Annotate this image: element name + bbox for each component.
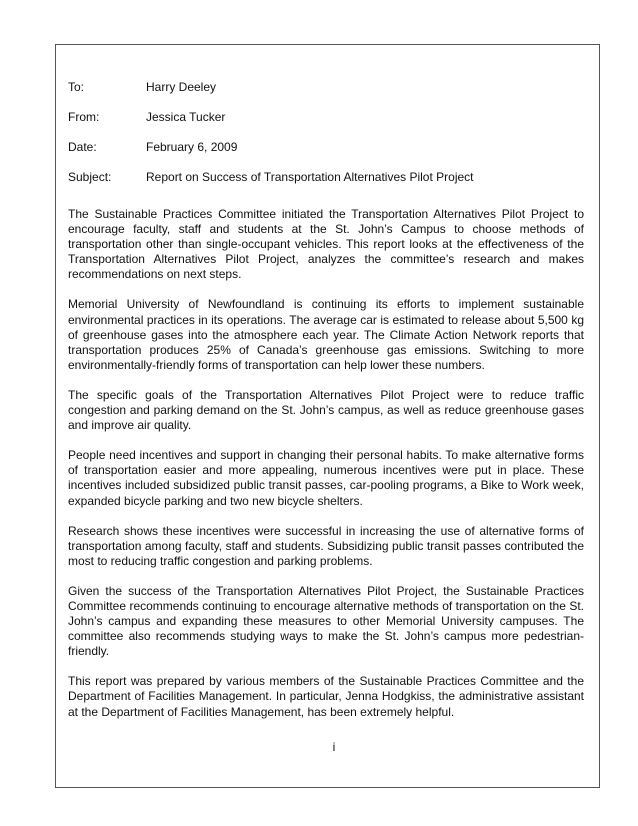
memo-date-value: February 6, 2009 xyxy=(146,140,238,154)
memo-to-label: To: xyxy=(68,80,85,94)
paragraph-background: Memorial University of Newfoundland is continuing its efforts to implement sustainable environmental practices in its operations. The average car is estimated to release about 5,500 kg of greenhouse gases into the atmosphere each year. The Climate Action Network reports that transportation produces 25% of Canada’s greenhouse gas emissions. Switching to more environmentally-friendly forms of transportation can help lower these numbers. xyxy=(68,297,584,372)
memo-date-row xyxy=(68,140,598,155)
memo-date-label: Date: xyxy=(68,140,97,154)
memo-header xyxy=(68,80,598,185)
paragraph-acknowledgements: This report was prepared by various members of the Sustainable Practices Committee and the Department of Facilities Management. In particular, Jenna Hodgkiss, the administrative assistant at the Department of Facilities Management, has been extremely helpful. xyxy=(68,674,584,719)
memo-to-value: Harry Deeley xyxy=(146,80,217,94)
memo-from-value: Jessica Tucker xyxy=(146,110,226,124)
memo-from-label: From: xyxy=(68,110,100,124)
paragraph-research: Research shows these incentives were successful in increasing the use of alternative forms of transportation among faculty, staff and students. Subsidizing public transit passes contributed the most to reducing traffic congestion and parking problems. xyxy=(68,523,584,568)
paragraph-incentives: People need incentives and support in changing their personal habits. To make alternative forms of transportation easier and more appealing, numerous incentives were put in place. These incentives included subsidized public transit passes, car-pooling programs, a Bike to Work week, expanded bicycle parking and two new bicycle shelters. xyxy=(68,448,584,508)
memo-subject-row xyxy=(68,170,598,185)
page-number: i xyxy=(332,740,336,754)
memo-to-row xyxy=(68,80,598,95)
memo-subject-value: Report on Success of Transportation Alternatives Pilot Project xyxy=(146,170,474,184)
paragraph-introduction: The Sustainable Practices Committee initiated the Transportation Alternatives Pilot Project to encourage faculty, staff and students at the St. John’s Campus to choose methods of transportation other than single-occupant vehicles. This report looks at the effectiveness of the Transportation Alternatives Pilot Project, analyzes the committee’s research and makes recommendations on next steps. xyxy=(68,207,584,282)
paragraph-recommendations: Given the success of the Transportation Alternatives Pilot Project, the Sustainable Practices Committee recommends continuing to encourage alternative methods of transportation on the St. John’s campus and expanding these measures to other Memorial University campuses. The committee also recommends studying ways to make the St. John’s campus more pedestrian-friendly. xyxy=(68,583,584,659)
paragraph-goals: The specific goals of the Transportation Alternatives Pilot Project were to reduce traffic congestion and parking demand on the St. John’s campus, as well as reduce greenhouse gases and improve air quality. xyxy=(68,387,584,433)
memo-body xyxy=(68,207,584,735)
memo-subject-label: Subject: xyxy=(68,170,112,184)
memo-from-row xyxy=(68,110,598,125)
